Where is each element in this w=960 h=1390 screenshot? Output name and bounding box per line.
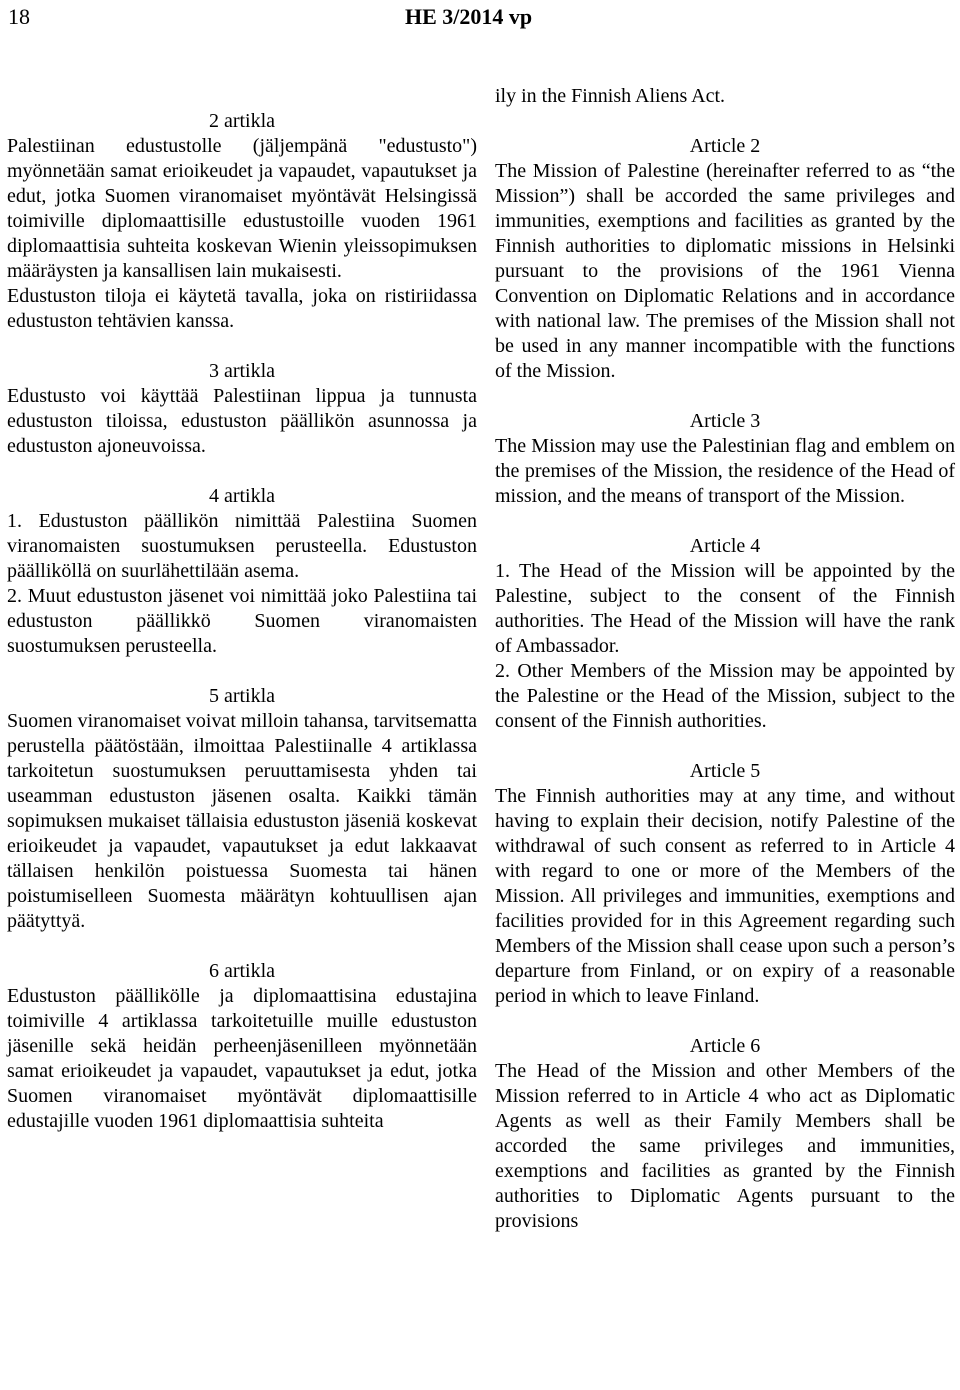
en-article-6 (495, 1034, 955, 1234)
fi-article-title: 3 artikla (208, 360, 276, 382)
en-paragraph: The Mission of Palestine (hereinafter referred to as “the Mission”) shall be accorded the same privileges and immunities, exemptions and facilities as granted by the Finnish authorities to diplomatic missions in Helsinki pursuant to the provisions of the 1961 Vienna Convention on Diplomatic Relations and in accordance with national law. The premises of the Mission shall not be used in any manner incompatible with the functions of the Mission. (495, 160, 955, 382)
en-article-2 (495, 134, 955, 384)
en-article-title: Article 4 (689, 535, 761, 557)
en-lead-text: ily in the Finnish Aliens Act. (495, 85, 726, 107)
en-article-title: Article 2 (689, 135, 761, 157)
fi-paragraph: Edustuston tiloja ei käytetä tavalla, joka on ristiriidassa edustuston tehtävien kanssa. (7, 285, 477, 332)
fi-paragraph: Edustuston päällikölle ja diplomaattisina edustajina toimiville 4 artiklassa tarkoitetuille muille edustuston jäsenille sekä heidän perheenjäsenilleen myönnetään samat erioikeudet ja vapaudet, vapautukset ja edut, jotka Suomen viranomaiset myöntävät diplomaattisille edustajille vuoden 1961 diplomaattisia suhteita (7, 985, 477, 1132)
en-paragraph: 1. The Head of the Mission will be appointed by the Palestine, subject to the consent of the Finnish authorities. The Head of the Mission will have the rank of Ambassador. (495, 560, 955, 657)
document-id: HE 3/2014 vp (405, 4, 533, 29)
finnish-column (7, 84, 477, 1134)
english-column (495, 84, 955, 1234)
en-article-5 (495, 759, 955, 1009)
fi-article-title: 5 artikla (208, 685, 276, 707)
en-paragraph: The Finnish authorities may at any time, and without having to explain their decision, notify Palestine of the withdrawal of such consent as referred to in Article 4 with regard to one or more of the Members of the Mission. All privileges and immunities, exemptions and facilities provided for in this Agreement regarding such Members of the Mission shall cease upon such a person’s departure from Finland, or on expiry of a reasonable period in which to leave Finland. (495, 785, 955, 1007)
en-article-4 (495, 534, 955, 734)
fi-article-title: 2 artikla (208, 110, 276, 132)
fi-article-6 (7, 959, 477, 1134)
fi-paragraph: Edustusto voi käyttää Palestiinan lippua ja tunnusta edustuston tiloissa, edustuston päällikön asunnossa ja edustuston ajoneuvoissa. (7, 385, 477, 457)
fi-paragraph: 1. Edustuston päällikön nimittää Palestiina Suomen viranomaisten suostumuksen perusteella. Edustuston päälliköllä on suurlähettilään asema. (7, 510, 477, 582)
en-paragraph: The Head of the Mission and other Members of the Mission referred to in Article 4 who act as Diplomatic Agents as well as their Family Members shall be accorded the same privileges and immunities, exemptions and facilities as granted by the Finnish authorities to Diplomatic Agents pursuant to the provisions (495, 1060, 955, 1232)
en-article-title: Article 5 (689, 760, 761, 782)
fi-article-4 (7, 484, 477, 659)
fi-paragraph: 2. Muut edustuston jäsenet voi nimittää joko Palestiina tai edustuston päällikkö Suomen viranomaisten suostumuksen perusteella. (7, 585, 477, 657)
en-article-title: Article 3 (689, 410, 761, 432)
fi-article-5 (7, 684, 477, 934)
fi-paragraph: Suomen viranomaiset voivat milloin tahansa, tarvitsematta perustella päätöstään, ilmoittaa Palestiinalle 4 artiklassa tarkoitetun suostumuksen peruuttamisesta yhden tai useamman edustuston jäsenen osalta. Kaikki tämän sopimuksen mukaiset tällaisia edustuston jäseniä koskevat erioikeudet ja vapaudet, vapautukset ja edut lakkaavat tällaisen henkilön poistuessa Suomesta tai hänen poistumiselleen Suomesta määrätyn kohtuullisen ajan päätyttyä. (7, 710, 477, 932)
en-paragraph: 2. Other Members of the Mission may be appointed by the Palestine or the Head of the Mission, subject to the consent of the Finnish authorities. (495, 660, 955, 732)
fi-article-title: 6 artikla (208, 960, 276, 982)
fi-article-3 (7, 359, 477, 459)
page-number: 18 (8, 4, 30, 29)
en-article-3 (495, 409, 955, 509)
fi-paragraph: Palestiinan edustustolle (jäljempänä "edustusto") myönnetään samat erioikeudet ja vapaudet, vapautukset ja edut, jotka Suomen viranomaiset myöntävät Helsingissä toimiville diplomaattisille edustustoille vuoden 1961 diplomaattisia suhteita koskevan Wienin yleissopimuksen määräysten ja kansallisen lain mukaisesti. (7, 135, 477, 282)
fi-article-title: 4 artikla (208, 485, 276, 507)
fi-article-2 (7, 109, 477, 334)
en-paragraph: The Mission may use the Palestinian flag and emblem on the premises of the Mission, the residence of the Head of mission, and the means of transport of the Mission. (495, 435, 955, 507)
en-article-title: Article 6 (689, 1035, 761, 1057)
